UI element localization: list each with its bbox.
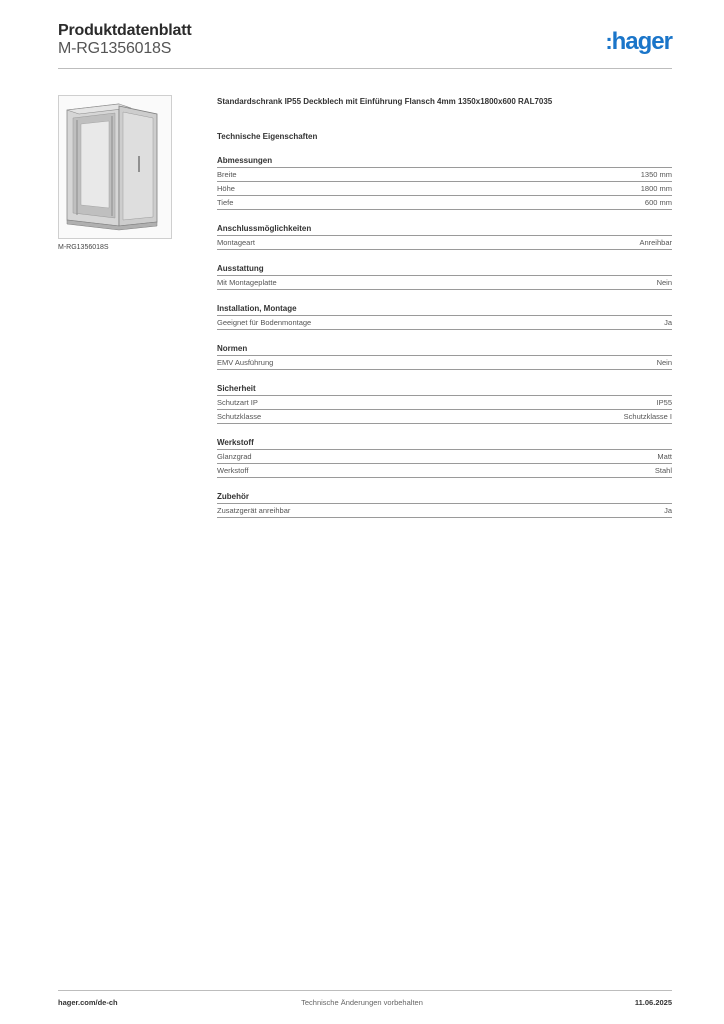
spec-row xyxy=(217,410,672,424)
cabinet-illustration xyxy=(59,96,171,238)
section-title: Zubehör xyxy=(217,491,672,504)
page-title: Produktdatenblatt xyxy=(58,22,192,39)
spec-row xyxy=(217,236,672,250)
product-description: Standardschrank IP55 Deckblech mit Einführung Flansch 4mm 1350x1800x600 RAL7035 xyxy=(217,97,553,106)
spec-value: 1350 mm xyxy=(640,170,672,179)
spec-value: Stahl xyxy=(654,466,672,475)
spec-row xyxy=(217,396,672,410)
footer-website: hager.com/de-ch xyxy=(58,998,118,1007)
spec-value: 1800 mm xyxy=(640,184,672,193)
hager-logo xyxy=(605,28,672,56)
spec-value: Schutzklasse I xyxy=(623,412,672,421)
spec-section xyxy=(217,383,672,424)
footer-date: 11.06.2025 xyxy=(634,998,672,1007)
section-title: Installation, Montage xyxy=(217,303,672,316)
spec-row xyxy=(217,196,672,210)
section-title: Normen xyxy=(217,343,672,356)
footer-divider xyxy=(58,990,672,991)
spec-label: Höhe xyxy=(217,184,235,193)
section-title: Abmessungen xyxy=(217,155,672,168)
spec-label: Montageart xyxy=(217,238,255,247)
spec-row xyxy=(217,316,672,330)
spec-label: EMV Ausführung xyxy=(217,358,274,367)
header-divider xyxy=(58,68,672,69)
spec-label: Glanzgrad xyxy=(217,452,252,461)
spec-row xyxy=(217,450,672,464)
tech-properties-heading: Technische Eigenschaften xyxy=(217,132,318,141)
spec-value: Ja xyxy=(664,318,672,327)
spec-value: Nein xyxy=(656,358,672,367)
spec-label: Breite xyxy=(217,170,237,179)
spec-section xyxy=(217,303,672,330)
spec-value: Ja xyxy=(664,506,672,515)
spec-section xyxy=(217,155,672,210)
spec-sections xyxy=(217,155,672,518)
image-caption: M-RG1356018S xyxy=(58,244,109,251)
spec-value: Matt xyxy=(657,452,672,461)
spec-section xyxy=(217,343,672,370)
spec-label: Geeignet für Bodenmontage xyxy=(217,318,312,327)
logo-text: hager xyxy=(611,28,672,55)
spec-label: Schutzklasse xyxy=(217,412,262,421)
specifications xyxy=(217,95,672,518)
spec-section xyxy=(217,223,672,250)
spec-row xyxy=(217,182,672,196)
spec-label: Mit Montageplatte xyxy=(217,278,277,287)
spec-section xyxy=(217,263,672,290)
spec-row xyxy=(217,276,672,290)
spec-label: Schutzart IP xyxy=(217,398,258,407)
article-number: M-RG1356018S xyxy=(58,40,172,57)
spec-label: Zusatzgerät anreihbar xyxy=(217,506,291,515)
section-title: Ausstattung xyxy=(217,263,672,276)
section-title: Sicherheit xyxy=(217,383,672,396)
logo-colon: : xyxy=(605,29,612,54)
spec-value: IP55 xyxy=(656,398,672,407)
product-image xyxy=(58,95,172,239)
section-title: Werkstoff xyxy=(217,437,672,450)
spec-section xyxy=(217,491,672,518)
spec-section xyxy=(217,437,672,478)
footer-notice: Technische Änderungen vorbehalten xyxy=(301,998,423,1007)
spec-row xyxy=(217,356,672,370)
spec-value: Anreihbar xyxy=(639,238,672,247)
spec-label: Werkstoff xyxy=(217,466,249,475)
spec-value: 600 mm xyxy=(644,198,672,207)
spec-row xyxy=(217,168,672,182)
section-title: Anschlussmöglichkeiten xyxy=(217,223,672,236)
spec-row xyxy=(217,464,672,478)
spec-value: Nein xyxy=(656,278,672,287)
spec-row xyxy=(217,504,672,518)
spec-label: Tiefe xyxy=(217,198,234,207)
